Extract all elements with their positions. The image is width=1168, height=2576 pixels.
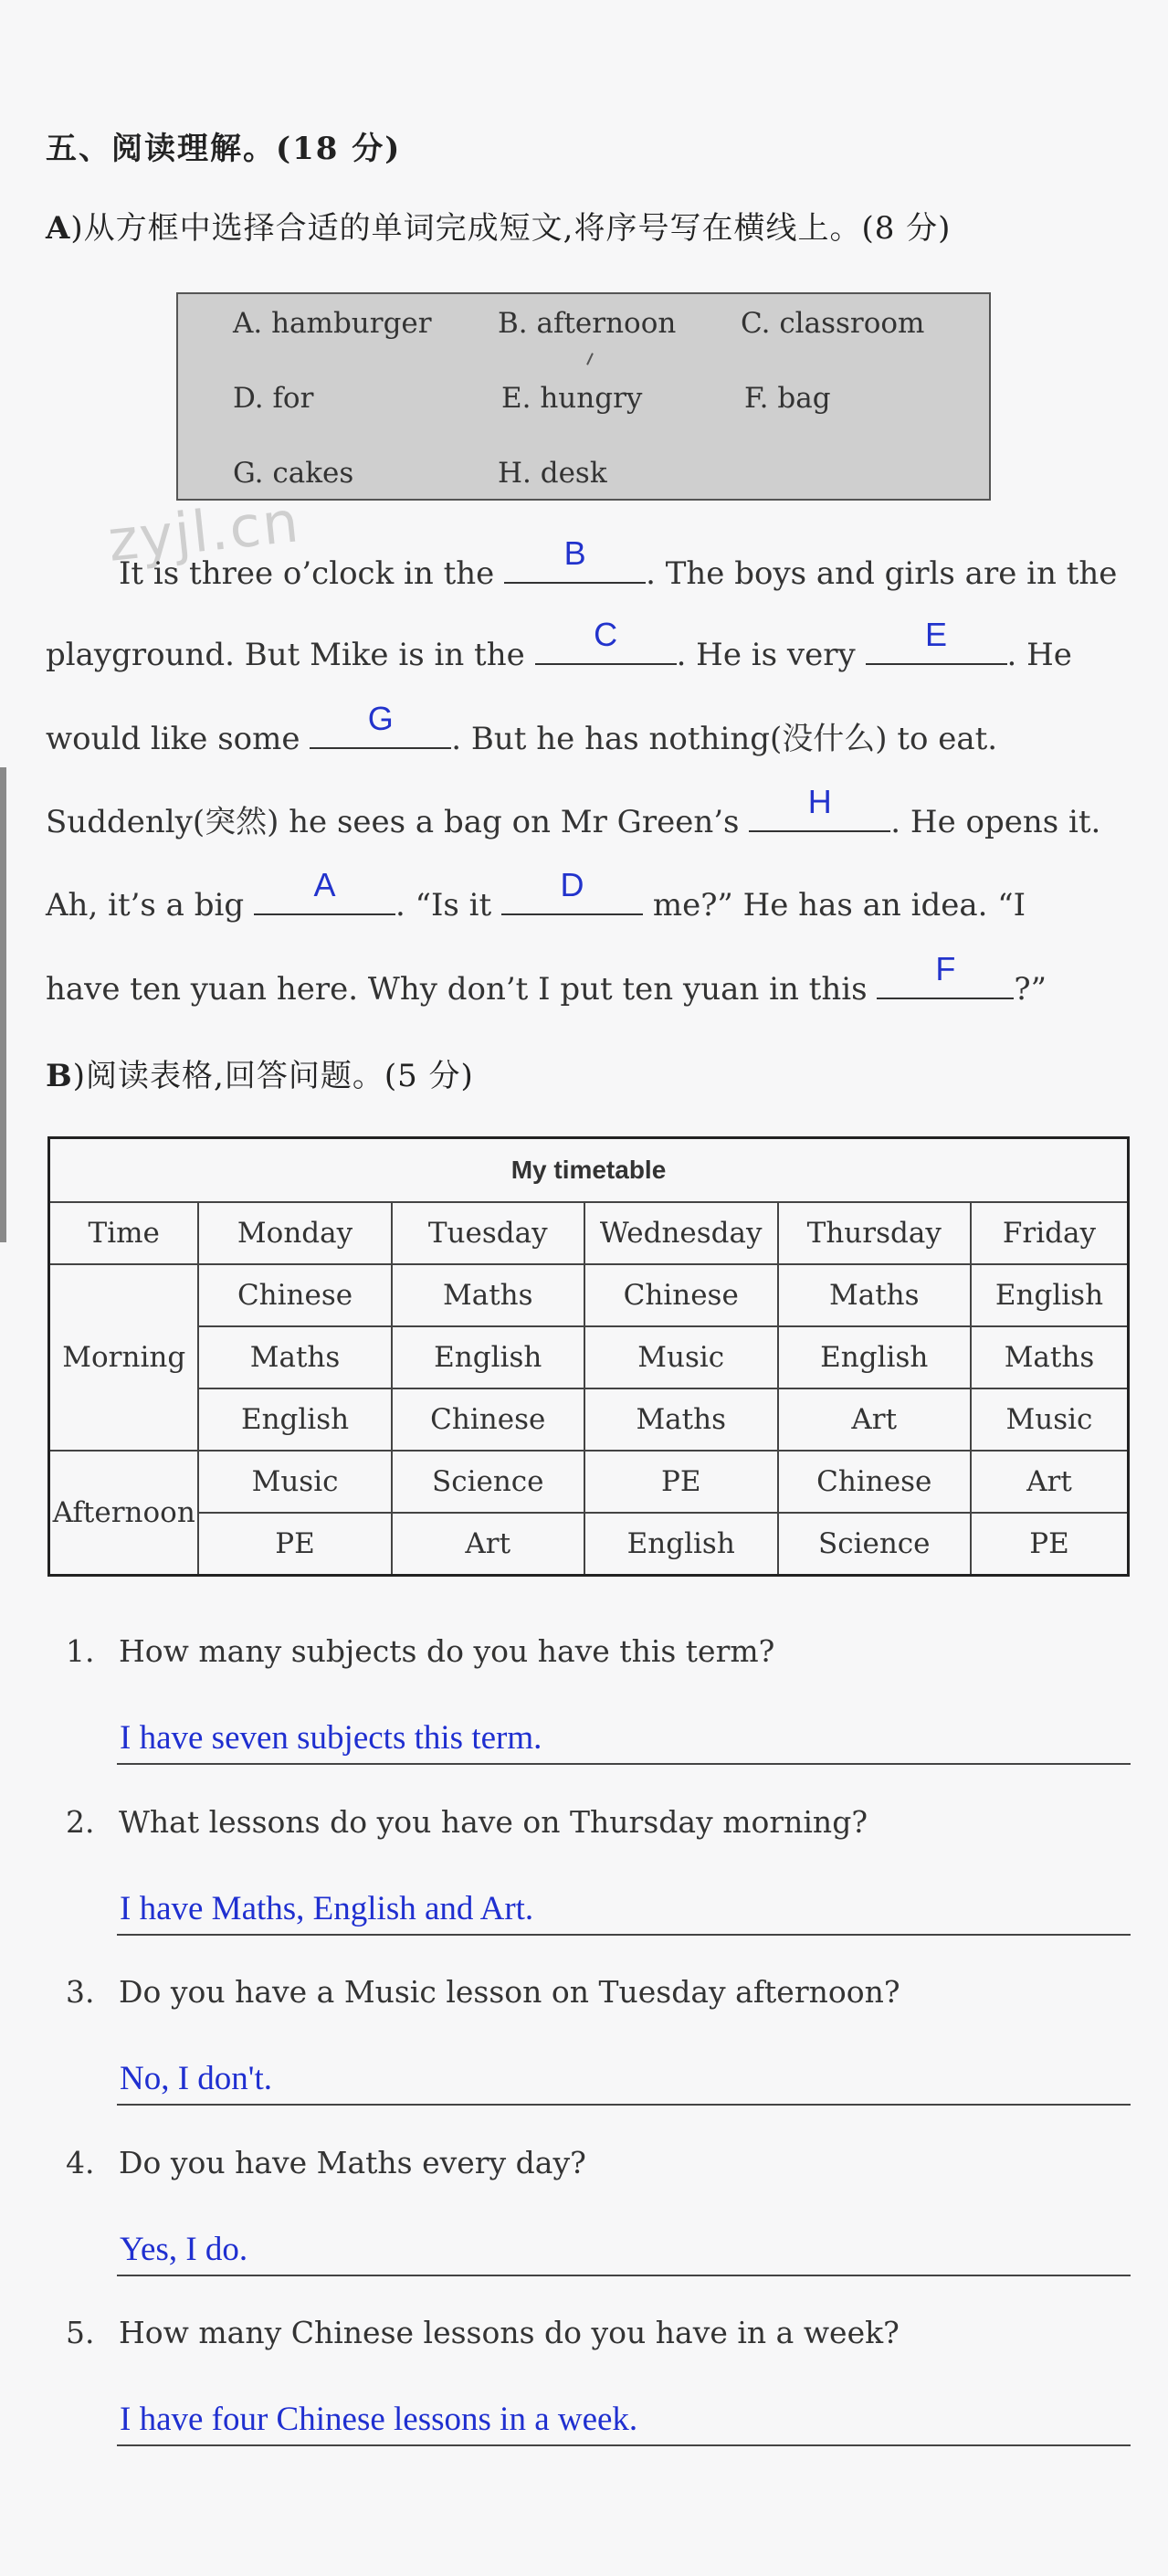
table-row: [49, 1326, 1129, 1388]
table-row: [49, 1388, 1129, 1451]
table-cell: Maths: [971, 1326, 1129, 1388]
question-1: 1. How many subjects do you have this term?: [66, 1633, 775, 1669]
header-tuesday: Tuesday: [392, 1202, 584, 1264]
table-cell: Maths: [198, 1326, 391, 1388]
afternoon-label: Afternoon: [49, 1451, 199, 1576]
table-cell: PE: [584, 1451, 778, 1513]
part-b-instruction: [46, 1050, 474, 1095]
answer-7: D: [560, 866, 584, 903]
table-cell: English: [392, 1326, 584, 1388]
page-edge-bar: [0, 767, 6, 1242]
answer-3: E: [924, 616, 947, 653]
passage-line-2: playground. But Mike is in the C . He is very E . He: [46, 616, 1072, 673]
answer-text-5: I have four Chinese lessons in a week.: [120, 2401, 638, 2438]
answer-4: G: [367, 700, 394, 737]
option-a: A. hamburger: [233, 307, 432, 340]
option-h: H. desk: [498, 457, 607, 490]
header-wednesday: Wednesday: [584, 1202, 778, 1264]
blank-8[interactable]: [877, 950, 1014, 999]
table-cell: Chinese: [584, 1264, 778, 1326]
table-cell: Maths: [778, 1264, 971, 1326]
question-2: 2. What lessons do you have on Thursday morning?: [66, 1804, 868, 1840]
blank-4[interactable]: [310, 700, 451, 749]
answer-text-2: I have Maths, English and Art.: [120, 1890, 534, 1927]
table-cell: Chinese: [778, 1451, 971, 1513]
answer-5: H: [807, 783, 832, 820]
part-b-instruction-text: )阅读表格,回答问题。(5 分): [72, 1058, 474, 1094]
table-cell: Music: [198, 1451, 391, 1513]
option-d: D. for: [233, 382, 314, 415]
part-a-label: A: [46, 210, 71, 247]
header-monday: Monday: [198, 1202, 391, 1264]
passage-line-1: It is three o’clock in the B . The boys and girls are in the: [119, 534, 1118, 592]
table-cell: PE: [198, 1513, 391, 1576]
blank-5[interactable]: [749, 783, 890, 832]
answer-line-2[interactable]: [117, 1886, 1131, 1936]
option-g: G. cakes: [233, 457, 354, 490]
answer-line-3[interactable]: [117, 2056, 1131, 2106]
word-options-box: [176, 292, 991, 501]
pen-mark: [586, 353, 594, 365]
part-a-instruction: [46, 203, 951, 248]
table-cell: Music: [971, 1388, 1129, 1451]
answer-text-4: Yes, I do.: [120, 2231, 248, 2268]
header-thursday: Thursday: [778, 1202, 971, 1264]
timetable-caption: My timetable: [49, 1138, 1129, 1203]
passage-line-3: would like some G . But he has nothing(没什么) to eat.: [46, 700, 998, 757]
passage-line-4: Suddenly(突然) he sees a bag on Mr Green’s H . He opens it.: [46, 783, 1101, 840]
answer-line-4[interactable]: [117, 2227, 1131, 2276]
timetable-header-row: [49, 1202, 1129, 1264]
question-3: 3. Do you have a Music lesson on Tuesday afternoon?: [66, 1974, 900, 2010]
table-cell: Science: [392, 1451, 584, 1513]
passage-line-6: have ten yuan here. Why don’t I put ten yuan in this F ?”: [46, 950, 1047, 1008]
table-cell: Art: [392, 1513, 584, 1576]
section-title: 五、阅读理解。(18 分): [46, 131, 402, 167]
blank-7[interactable]: [501, 866, 643, 915]
blank-2[interactable]: [535, 616, 677, 665]
timetable: [47, 1136, 1130, 1577]
answer-6: A: [313, 866, 336, 903]
table-row: [49, 1451, 1129, 1513]
blank-1[interactable]: [504, 534, 646, 584]
table-cell: Science: [778, 1513, 971, 1576]
answer-2: C: [594, 616, 618, 653]
table-cell: Chinese: [198, 1264, 391, 1326]
table-cell: English: [971, 1264, 1129, 1326]
blank-3[interactable]: [866, 616, 1007, 665]
table-cell: Chinese: [392, 1388, 584, 1451]
table-cell: English: [778, 1326, 971, 1388]
blank-6[interactable]: [254, 866, 395, 915]
question-4: 4. Do you have Maths every day?: [66, 2145, 586, 2180]
answer-line-1[interactable]: [117, 1716, 1131, 1765]
question-5: 5. How many Chinese lessons do you have in a week?: [66, 2315, 900, 2350]
answer-text-1: I have seven subjects this term.: [120, 1719, 542, 1757]
table-cell: Music: [584, 1326, 778, 1388]
header-friday: Friday: [971, 1202, 1129, 1264]
option-c: C. classroom: [741, 307, 925, 340]
table-cell: English: [198, 1388, 391, 1451]
table-cell: PE: [971, 1513, 1129, 1576]
table-cell: Art: [778, 1388, 971, 1451]
answer-text-3: No, I don't.: [120, 2060, 272, 2097]
table-row: [49, 1264, 1129, 1326]
header-time: Time: [49, 1202, 199, 1264]
answer-line-5[interactable]: [117, 2397, 1131, 2446]
part-b-label: B: [46, 1058, 73, 1094]
option-b: B. afternoon: [498, 307, 677, 340]
passage-line-5: Ah, it’s a big A . “Is it D me?” He has an idea. “I: [46, 866, 1026, 924]
option-e: E. hungry: [501, 382, 643, 415]
table-row: [49, 1513, 1129, 1576]
part-a-instruction-text: )从方框中选择合适的单词完成短文,将序号写在横线上。(8 分): [70, 210, 952, 247]
answer-8: F: [935, 950, 956, 987]
table-cell: Maths: [392, 1264, 584, 1326]
answer-1: B: [563, 534, 586, 572]
table-cell: English: [584, 1513, 778, 1576]
table-cell: Art: [971, 1451, 1129, 1513]
watermark: zyjl.cn: [104, 488, 304, 575]
table-cell: Maths: [584, 1388, 778, 1451]
morning-label: Morning: [49, 1264, 199, 1451]
option-f: F. bag: [744, 382, 831, 415]
